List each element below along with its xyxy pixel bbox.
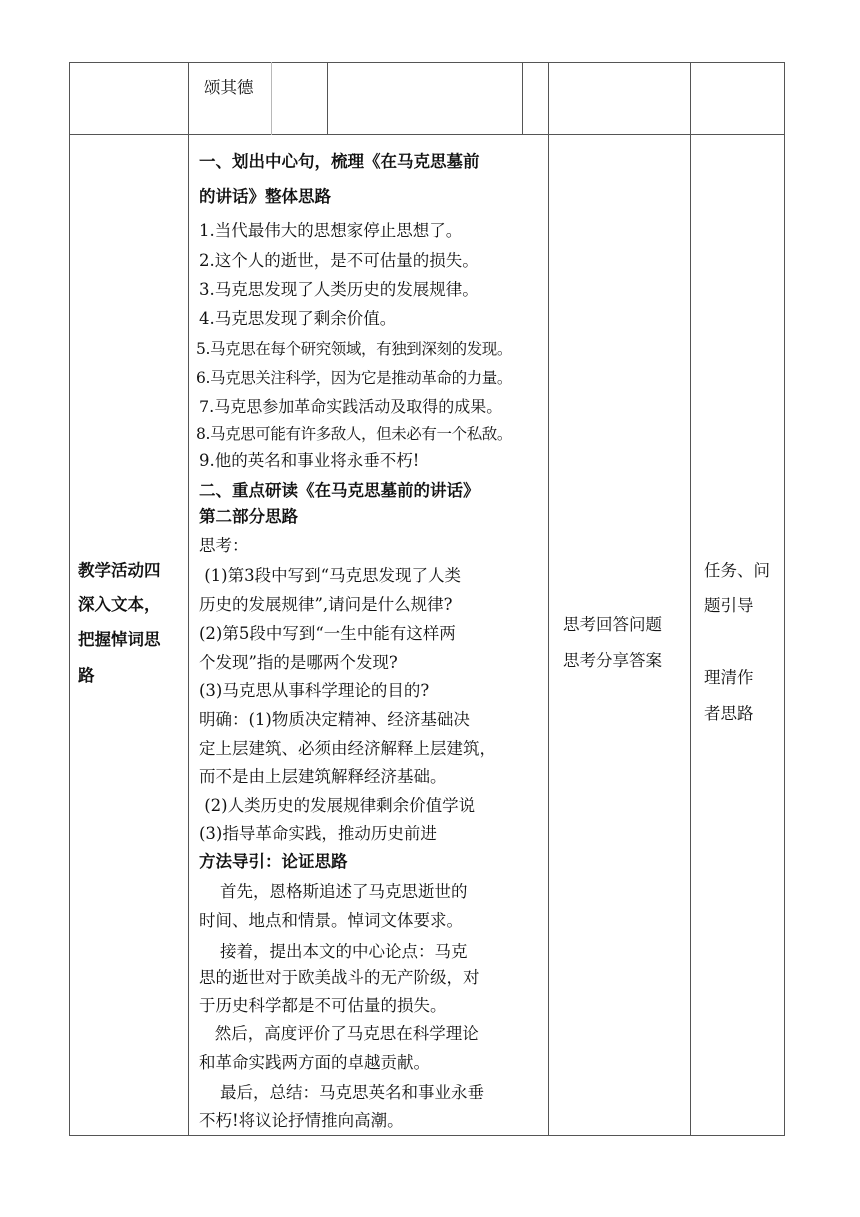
table-left-border: [69, 62, 70, 1136]
section1-heading-line: 的讲话》整体思路: [199, 187, 331, 206]
method-line: 时间、地点和情景。悼词文体要求。: [199, 911, 463, 930]
list-item: 8.马克思可能有许多敌人，但未必有一个私敌。: [196, 425, 512, 443]
col-divider-1: [188, 62, 189, 1136]
activity-label-line: 路: [78, 666, 95, 685]
list-item: 2.这个人的逝世，是不可估量的损失。: [199, 251, 479, 270]
design-intent-line: 者思路: [704, 704, 754, 723]
method-line: 首先，恩格斯追述了马克思逝世的: [199, 882, 468, 901]
list-item: 5.马克思在每个研究领域，有独到深刻的发现。: [196, 340, 512, 358]
question-line: 个发现”指的是哪两个发现?: [199, 653, 398, 672]
list-item: 4.马克思发现了剩余价值。: [199, 309, 397, 328]
method-heading: 方法导引：论证思路: [199, 852, 348, 871]
list-item: 7.马克思参加革命实践活动及取得的成果。: [199, 397, 503, 416]
col-divider-2: [548, 62, 549, 1136]
answer-line: 定上层建筑、必须由经济解释上层建筑，: [199, 739, 496, 758]
section2-heading-line: 二、重点研读《在马克思墓前的讲话》: [199, 481, 480, 500]
list-item: 6.马克思关注科学，因为它是推动革命的力量。: [196, 369, 512, 387]
subcol-divider-a: [327, 62, 328, 135]
method-line: 思的逝世对于欧美战斗的无产阶级，对: [199, 968, 480, 987]
col-divider-3: [690, 62, 691, 1136]
question-line: (2)第5段中写到“一生中能有这样两: [199, 624, 456, 643]
method-line: 于历史科学都是不可估量的损失。: [199, 996, 447, 1015]
row-divider: [69, 134, 785, 135]
list-item: 9.他的英名和事业将永垂不朽!: [199, 451, 420, 470]
section1-heading-line: 一、划出中心句，梳理《在马克思墓前: [199, 152, 480, 171]
question-line: 历史的发展规律”,请问是什么规律?: [199, 595, 453, 614]
table-top-border: [69, 62, 785, 63]
design-intent-line: 任务、问: [704, 561, 770, 580]
student-activity-line: 思考分享答案: [563, 651, 662, 670]
student-activity-line: 思考回答问题: [563, 615, 662, 634]
method-line: 然后，高度评价了马克思在科学理论: [199, 1024, 479, 1043]
top-row-cell-text: 颂其德: [204, 78, 254, 97]
answer-line: 而不是由上层建筑解释经济基础。: [199, 767, 447, 786]
question-line: (3)马克思从事科学理论的目的?: [199, 681, 430, 700]
section2-heading-line: 第二部分思路: [199, 507, 298, 526]
design-intent-line: 题引导: [704, 596, 754, 615]
activity-label-line: 深入文本，: [78, 595, 161, 614]
table-bottom-border: [69, 1135, 785, 1136]
question-line: (1)第3段中写到“马克思发现了人类: [199, 566, 462, 585]
answer-line: 明确：(1)物质决定精神、经济基础决: [199, 710, 470, 729]
answer-line: (3)指导革命实践，推动历史前进: [199, 824, 437, 843]
design-intent-line: 理清作: [704, 668, 754, 687]
subcol-divider-b: [522, 62, 523, 135]
activity-label-line: 教学活动四: [78, 561, 161, 580]
list-item: 1.当代最伟大的思想家停止思想了。: [199, 221, 463, 240]
method-line: 不朽!将议论抒情推向高潮。: [199, 1111, 404, 1130]
activity-label-line: 把握悼词思: [78, 630, 161, 649]
think-label: 思考：: [199, 536, 249, 555]
subcol-divider-faint: [271, 62, 272, 135]
method-line: 接着，提出本文的中心论点：马克: [199, 942, 468, 961]
method-line: 最后，总结：马克思英名和事业永垂: [199, 1083, 484, 1102]
answer-line: (2)人类历史的发展规律剩余价值学说: [199, 796, 476, 815]
table-right-border: [784, 62, 785, 1136]
list-item: 3.马克思发现了人类历史的发展规律。: [199, 280, 479, 299]
method-line: 和革命实践两方面的卓越贡献。: [199, 1053, 430, 1072]
